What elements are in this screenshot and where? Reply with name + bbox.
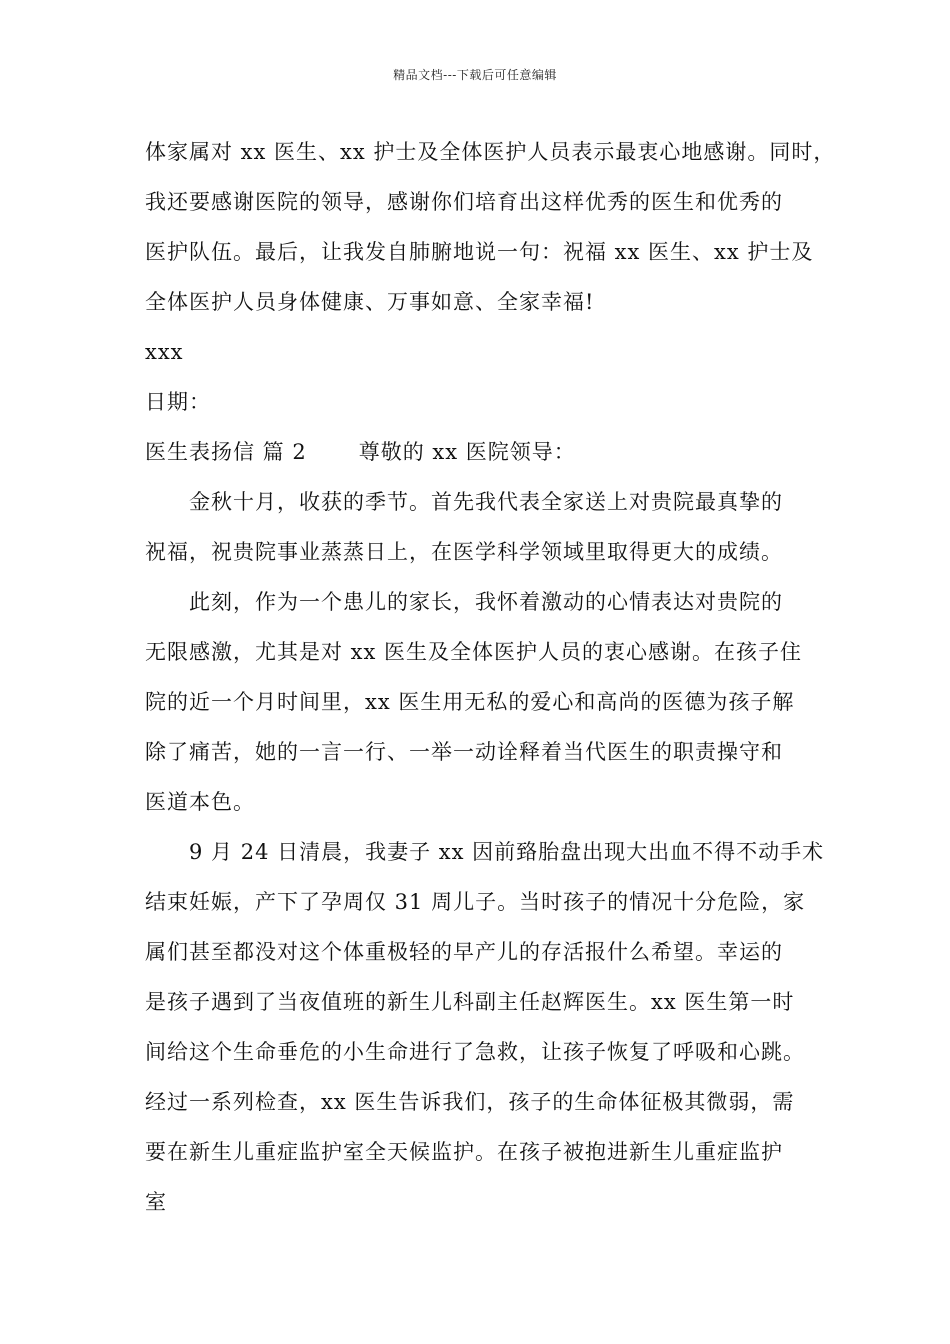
paragraph-start: 9 月 24 日清晨，我妻子 xx 因前臵胎盘出现大出血不得不动手术	[189, 840, 825, 864]
text-line: 结束妊娠，产下了孕周仅 31 周儿子。当时孩子的情况十分危险，家	[145, 890, 806, 914]
text-line: 是孩子遇到了当夜值班的新生儿科副主任赵辉医生。xx 医生第一时	[145, 990, 795, 1014]
text-line: 全体医护人员身体健康、万事如意、全家幸福!	[145, 290, 595, 314]
text-line: 医护队伍。最后，让我发自肺腑地说一句：祝福 xx 医生、xx 护士及	[145, 240, 814, 264]
letter-title-line	[145, 432, 835, 482]
text-line: 室	[145, 1190, 167, 1214]
text-line: 院的近一个月时间里，xx 医生用无私的爱心和高尚的医德为孩子解	[145, 690, 795, 714]
page-header: 精品文档---下载后可任意编辑	[393, 68, 557, 82]
date-label: 日期：	[145, 390, 211, 414]
text-line: 无限感激，尤其是对 xx 医生及全体医护人员的衷心感谢。在孩子住	[145, 640, 803, 664]
text-line: 经过一系列检查，xx 医生告诉我们，孩子的生命体征极其微弱，需	[145, 1090, 795, 1114]
text-line: 我还要感谢医院的领导，感谢你们培育出这样优秀的医生和优秀的	[145, 190, 783, 214]
text-line: 要在新生儿重症监护室全天候监护。在孩子被抱进新生儿重症监护	[145, 1140, 783, 1164]
text-line: 间给这个生命垂危的小生命进行了急救，让孩子恢复了呼吸和心跳。	[145, 1040, 805, 1064]
paragraph-start: 金秋十月，收获的季节。首先我代表全家送上对贵院最真挚的	[189, 490, 783, 514]
letter-salutation: 尊敬的 xx 医院领导：	[358, 440, 576, 464]
text-line: 除了痛苦，她的一言一行、一举一动诠释着当代医生的职责操守和	[145, 740, 783, 764]
paragraph-start: 此刻，作为一个患儿的家长，我怀着激动的心情表达对贵院的	[189, 590, 783, 614]
text-line: 属们甚至都没对这个体重极轻的早产儿的存活报什么希望。幸运的	[145, 940, 783, 964]
text-line: 祝福，祝贵院事业蒸蒸日上，在医学科学领域里取得更大的成绩。	[145, 540, 783, 564]
text-line: 医道本色。	[145, 790, 255, 814]
letter-title: 医生表扬信 篇 2	[145, 440, 307, 464]
document-body	[145, 132, 835, 1232]
signature-name: xxx	[145, 340, 184, 364]
text-line: 体家属对 xx 医生、xx 护士及全体医护人员表示最衷心地感谢。同时，	[145, 140, 836, 164]
